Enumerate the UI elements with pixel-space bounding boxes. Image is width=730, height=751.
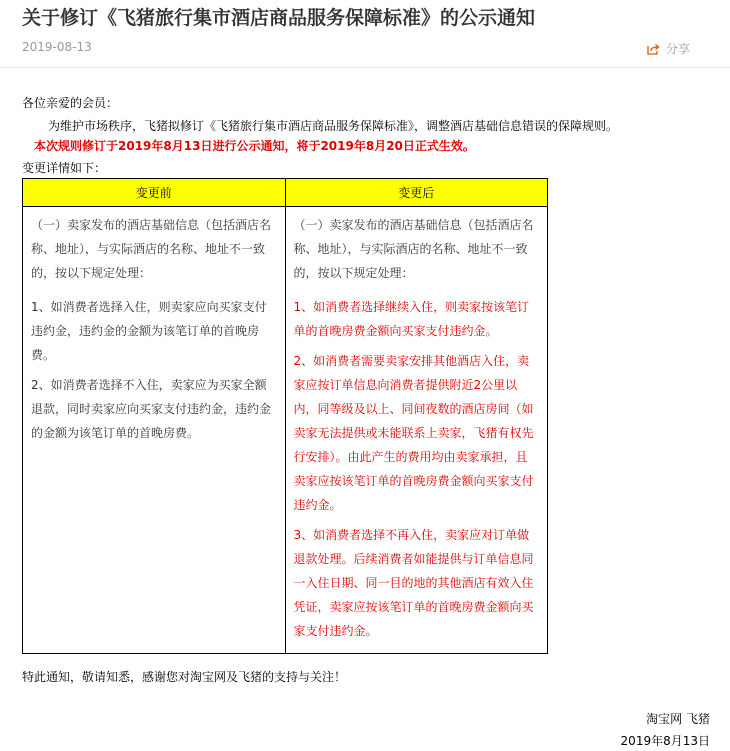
header-divider [0,67,730,68]
before-rule-2: 2、如消费者选择不入住，卖家应为买家全额退款，同时卖家应向买家支付违约金，违约金的金额为该笔订单的首晚房费。 [31,378,272,440]
after-rule-1: 1、如消费者选择继续入住，则卖家按该笔订单的首晚房费金额向买家支付违约金。 [293,300,530,338]
effective-notice: 本次规则修订于2019年8月13日进行公示通知，将于2019年8月20日正式生效。 [34,139,475,153]
after-rule-intro: （一）卖家发布的酒店基础信息（包括酒店名称、地址），与实际酒店的名称、地址不一致的，按以下规定处理： [293,218,534,280]
closing-text: 特此通知，敬请知悉，感谢您对淘宝网及飞猪的支持与关注！ [22,670,347,684]
article-title: 关于修订《飞猪旅行集市酒店商品服务保障标准》的公示通知 [22,7,536,29]
after-rule-2: 2、如消费者需要卖家安排其他酒店入住，卖家应按订单信息向消费者提供附近2公里以内，同等级及以上、同间夜数的酒店房间（如卖家无法提供或未能联系上卖家，飞猪有权先行安排）。由此产生的费用均由卖家承担，且卖家应按该笔订单的首晚房费金额向买家支付违约金。 [293,354,534,512]
table-header-row [23,179,548,207]
before-rule-intro: （一）卖家发布的酒店基础信息（包括酒店名称、地址），与实际酒店的名称、地址不一致的，按以下规定处理： [31,218,272,280]
share-icon [647,43,660,55]
comparison-table [22,178,548,654]
after-rule-3: 3、如消费者选择不再入住，卖家应对订单做退款处理。后续消费者如能提供与订单信息同一入住日期、同一目的地的其他酒店有效入住凭证，卖家应按该笔订单的首晚房费金额向买家支付违约金。 [293,528,534,638]
greeting: 各位亲爱的会员： [22,96,119,110]
after-cell [285,207,548,654]
share-button[interactable] [647,40,690,57]
table-row [23,207,548,654]
signature-date: 2019年8月13日 [620,734,710,748]
header-before: 变更前 [23,179,286,207]
intro-paragraph: 为维护市场秩序，飞猪拟修订《飞猪旅行集市酒店商品服务保障标准》，调整酒店基础信息错误的保障规则。 [48,119,619,133]
details-label: 变更详情如下： [22,161,107,175]
before-rule-1: 1、如消费者选择入住，则卖家应向买家支付违约金，违约金的金额为该笔订单的首晚房费。 [31,300,267,362]
share-label: 分享 [665,42,690,56]
before-cell [23,207,286,654]
publish-date: 2019-08-13 [22,40,92,54]
signature-org: 淘宝网 飞猪 [646,712,710,726]
header-after: 变更后 [285,179,548,207]
